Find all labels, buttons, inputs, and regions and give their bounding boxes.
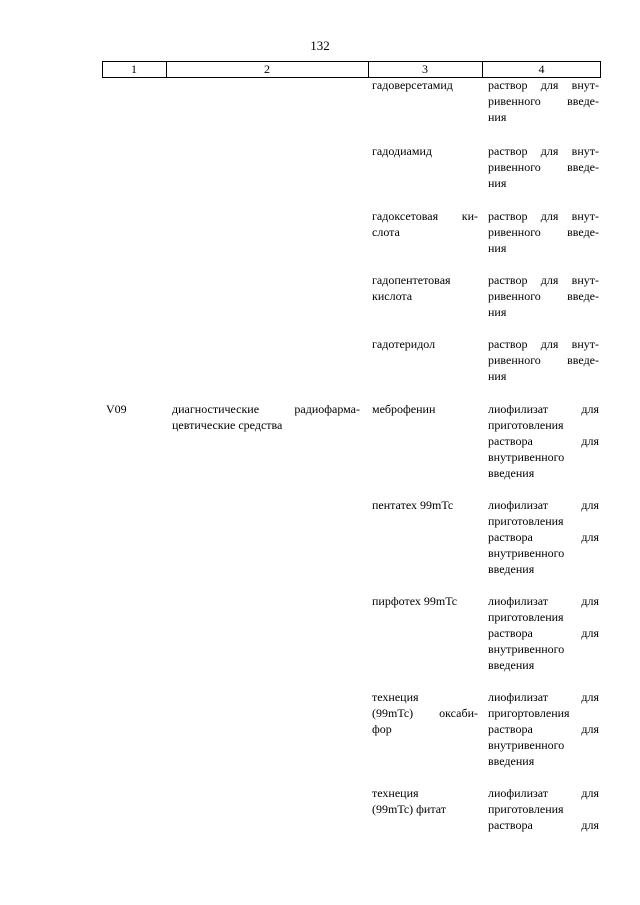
text-line: технеция <box>372 786 419 800</box>
text-line: ривенного введе- <box>488 353 599 367</box>
text-line: раствора для <box>488 530 599 544</box>
text-line: технеция <box>372 690 419 704</box>
text-line: гадопентетовая <box>372 273 451 287</box>
text-line: ния <box>488 305 507 319</box>
substance-name <box>372 272 478 304</box>
dosage-form <box>488 272 599 320</box>
dosage-form <box>488 785 599 833</box>
substance-name <box>372 401 478 417</box>
text-line: приготовления <box>488 418 564 432</box>
text-line: внутривенного <box>488 546 565 560</box>
substance-name <box>372 143 478 159</box>
text-line: ния <box>488 241 507 255</box>
substance-name <box>372 336 478 352</box>
text-line: гадотеридол <box>372 337 436 351</box>
header-col-2: 2 <box>264 62 270 76</box>
text-line: приготовления <box>488 802 564 816</box>
text-line: раствора для <box>488 434 599 448</box>
group-name-line: цевтические средства <box>172 418 283 432</box>
table-header-row <box>102 61 601 78</box>
page-number: 132 <box>310 38 330 53</box>
text-line: ривенного введе- <box>488 94 599 108</box>
group-code: V09 <box>106 402 127 416</box>
text-line: введения <box>488 658 535 672</box>
text-line: внутривенного <box>488 738 565 752</box>
text-line: ния <box>488 110 507 124</box>
text-line: раствор для внут- <box>488 337 599 351</box>
text-line: раствора для <box>488 626 599 640</box>
group-name <box>172 401 360 433</box>
text-line: пирфотех 99mTc <box>372 594 458 608</box>
dosage-form <box>488 497 599 577</box>
text-line: ния <box>488 369 507 383</box>
text-line: приготовления <box>488 610 564 624</box>
dosage-form <box>488 593 599 673</box>
dosage-form <box>488 689 599 769</box>
text-line: пригортовления <box>488 706 570 720</box>
text-line: раствора для <box>488 722 599 736</box>
text-line: раствор для внут- <box>488 273 599 287</box>
text-line: гадоксетовая ки- <box>372 209 478 223</box>
column-divider <box>600 62 601 77</box>
text-line: лиофилизат для <box>488 498 599 512</box>
text-line: введения <box>488 754 535 768</box>
text-line: ривенного введе- <box>488 289 599 303</box>
text-line: лиофилизат для <box>488 690 599 704</box>
text-line: введения <box>488 466 535 480</box>
dosage-form <box>488 208 599 256</box>
text-line: ния <box>488 176 507 190</box>
dosage-form <box>488 143 599 191</box>
text-line: ривенного введе- <box>488 225 599 239</box>
text-line: раствор для внут- <box>488 209 599 223</box>
header-col-3: 3 <box>422 62 428 76</box>
substance-name <box>372 593 478 609</box>
text-line: гадоверсетамид <box>372 78 453 92</box>
text-line: раствор для внут- <box>488 78 599 92</box>
substance-name <box>372 77 478 93</box>
text-line: (99mTc) оксаби- <box>372 706 478 720</box>
text-line: внутривенного <box>488 642 565 656</box>
text-line: гадодиамид <box>372 144 432 158</box>
text-line: лиофилизат для <box>488 786 599 800</box>
dosage-form <box>488 401 599 481</box>
text-line: раствора для <box>488 818 599 832</box>
dosage-form <box>488 336 599 384</box>
text-line: введения <box>488 562 535 576</box>
text-line: слота <box>372 225 400 239</box>
substance-name <box>372 785 478 817</box>
text-line: меброфенин <box>372 402 436 416</box>
substance-name <box>372 208 478 240</box>
text-line: приготовления <box>488 514 564 528</box>
text-line: (99mTc) фитат <box>372 802 446 816</box>
substance-name <box>372 689 478 737</box>
header-col-1: 1 <box>131 62 137 76</box>
text-line: раствор для внут- <box>488 144 599 158</box>
text-line: внутривенного <box>488 450 565 464</box>
text-line: лиофилизат для <box>488 594 599 608</box>
header-col-4: 4 <box>538 62 545 76</box>
group-name-line: диагностические радиофарма- <box>172 402 360 416</box>
text-line: ривенного введе- <box>488 160 599 174</box>
dosage-form <box>488 77 599 125</box>
text-line: кислота <box>372 289 413 303</box>
text-line: фор <box>372 722 392 736</box>
text-line: лиофилизат для <box>488 402 599 416</box>
text-line: пентатех 99mTc <box>372 498 454 512</box>
substance-name <box>372 497 478 513</box>
